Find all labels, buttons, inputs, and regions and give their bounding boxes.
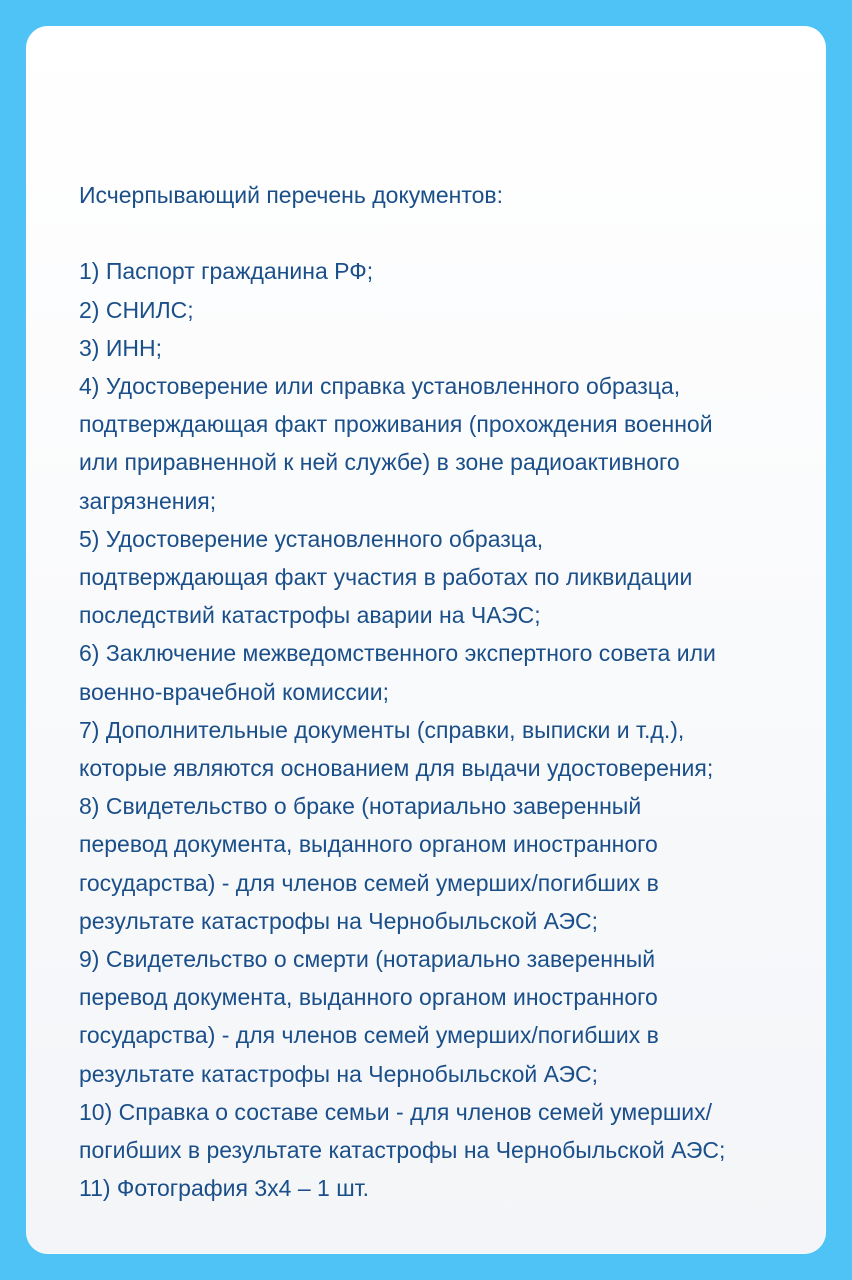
list-item-line: 4) Удостоверение или справка установленного образца, (79, 373, 681, 399)
list-item-line: подтверждающая факт участия в работах по ликвидации (79, 564, 693, 591)
list-item-line: результате катастрофы на Чернобыльской АЭС; (79, 907, 598, 934)
document-list-item (79, 940, 799, 1093)
blank-line (79, 214, 799, 252)
list-item-line: 6) Заключение межведомственного экспертного совета или (79, 640, 716, 667)
document-list (79, 252, 799, 1207)
document-list-item (79, 329, 799, 367)
document-list-item (79, 252, 799, 290)
list-item-line: 3) ИНН; (79, 334, 162, 361)
list-item-line: военно-врачебной комиссии; (79, 678, 389, 705)
list-item-line: 7) Дополнительные документы (справки, выписки и т.д.), (79, 716, 685, 743)
document-list-item (79, 520, 799, 635)
document-list-item (79, 1093, 799, 1169)
document-list-item (79, 634, 799, 710)
list-item-line: 11) Фотография 3х4 – 1 шт. (79, 1175, 370, 1202)
list-item-line: 1) Паспорт гражданина РФ; (79, 258, 374, 285)
list-item-line: 5) Удостоверение установленного образца, (79, 525, 544, 552)
list-item-line: перевод документа, выданного органом иностранного (79, 984, 658, 1011)
document-list-item (79, 1169, 799, 1207)
list-item-line: 10) Справка о составе семьи - для членов семей умерших/ (79, 1098, 713, 1125)
document-heading: Исчерпывающий перечень документов: (79, 182, 504, 208)
document-list-item (79, 787, 799, 940)
list-item-line: последствий катастрофы аварии на ЧАЭС; (79, 602, 541, 629)
list-item-line: перевод документа, выданного органом иностранного (79, 831, 658, 858)
list-item-line: 9) Свидетельство о смерти (нотариально заверенный (79, 946, 656, 973)
list-item-line: или приравненной к ней службе) в зоне радиоактивного (79, 449, 680, 476)
document-list-item (79, 291, 799, 329)
list-item-line: подтверждающая факт проживания (прохождения военной (79, 411, 713, 438)
list-item-line: погибших в результате катастрофы на Чернобыльской АЭС; (79, 1137, 726, 1164)
list-item-line: 8) Свидетельство о браке (нотариально заверенный (79, 793, 642, 820)
document-content (79, 176, 799, 1207)
document-card (26, 26, 826, 1254)
list-item-line: государства) - для членов семей умерших/погибших в (79, 869, 659, 896)
list-item-line: государства) - для членов семей умерших/погибших в (79, 1022, 659, 1049)
document-list-item (79, 711, 799, 787)
list-item-line: 2) СНИЛС; (79, 296, 194, 323)
document-list-item (79, 367, 799, 520)
list-item-line: результате катастрофы на Чернобыльской АЭС; (79, 1060, 598, 1087)
list-item-line: загрязнения; (79, 487, 217, 514)
list-item-line: которые являются основанием для выдачи удостоверения; (79, 755, 714, 782)
